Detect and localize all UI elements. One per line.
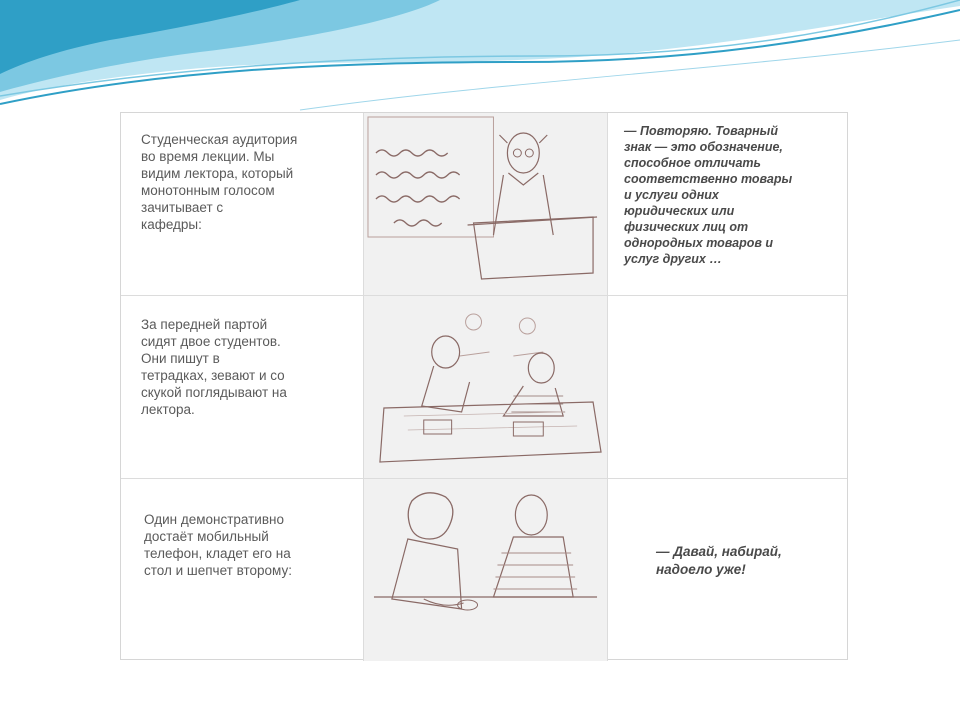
- phone-sketch-image: [364, 479, 607, 661]
- scene-description-cell: [121, 113, 364, 295]
- scene-dialogue: — Давай, набирай, надоело уже!: [656, 544, 782, 577]
- scene-dialogue: — Повторяю. Товарный знак — это обозначение, способное отличать соответственно товары и услуги одних юридических или физических лиц от однородных товаров и услуг других …: [624, 124, 793, 266]
- scene-description-cell: [121, 296, 364, 479]
- scene-description: Один демонстративно достаёт мобильный телефон, кладет его на стол и шепчет второму:: [144, 512, 292, 578]
- scene-dialogue-cell: [608, 296, 847, 479]
- scene-sketch-lecturer: [364, 113, 608, 295]
- scene-dialogue-cell: [608, 113, 847, 295]
- scene-dialogue-cell: [608, 479, 847, 661]
- scene-sketch-phone: [364, 479, 608, 661]
- scene-description: Студенческая аудитория во время лекции. Мы видим лектора, который монотонным голосом зачитывает с кафедры:: [141, 132, 298, 232]
- lecturer-sketch-image: [364, 113, 607, 295]
- storyboard-table: [120, 112, 848, 660]
- header-wave-decoration: [0, 0, 960, 120]
- scene-sketch-students: [364, 296, 608, 479]
- scene-description-cell: [121, 479, 364, 661]
- students-sketch-image: [364, 296, 607, 479]
- storyboard-row: [121, 113, 847, 295]
- storyboard-row: [121, 478, 847, 661]
- storyboard-row: [121, 295, 847, 479]
- scene-description: За передней партой сидят двое студентов. Они пишут в тетрадках, зевают и со скукой поглядывают на лектора.: [141, 317, 287, 417]
